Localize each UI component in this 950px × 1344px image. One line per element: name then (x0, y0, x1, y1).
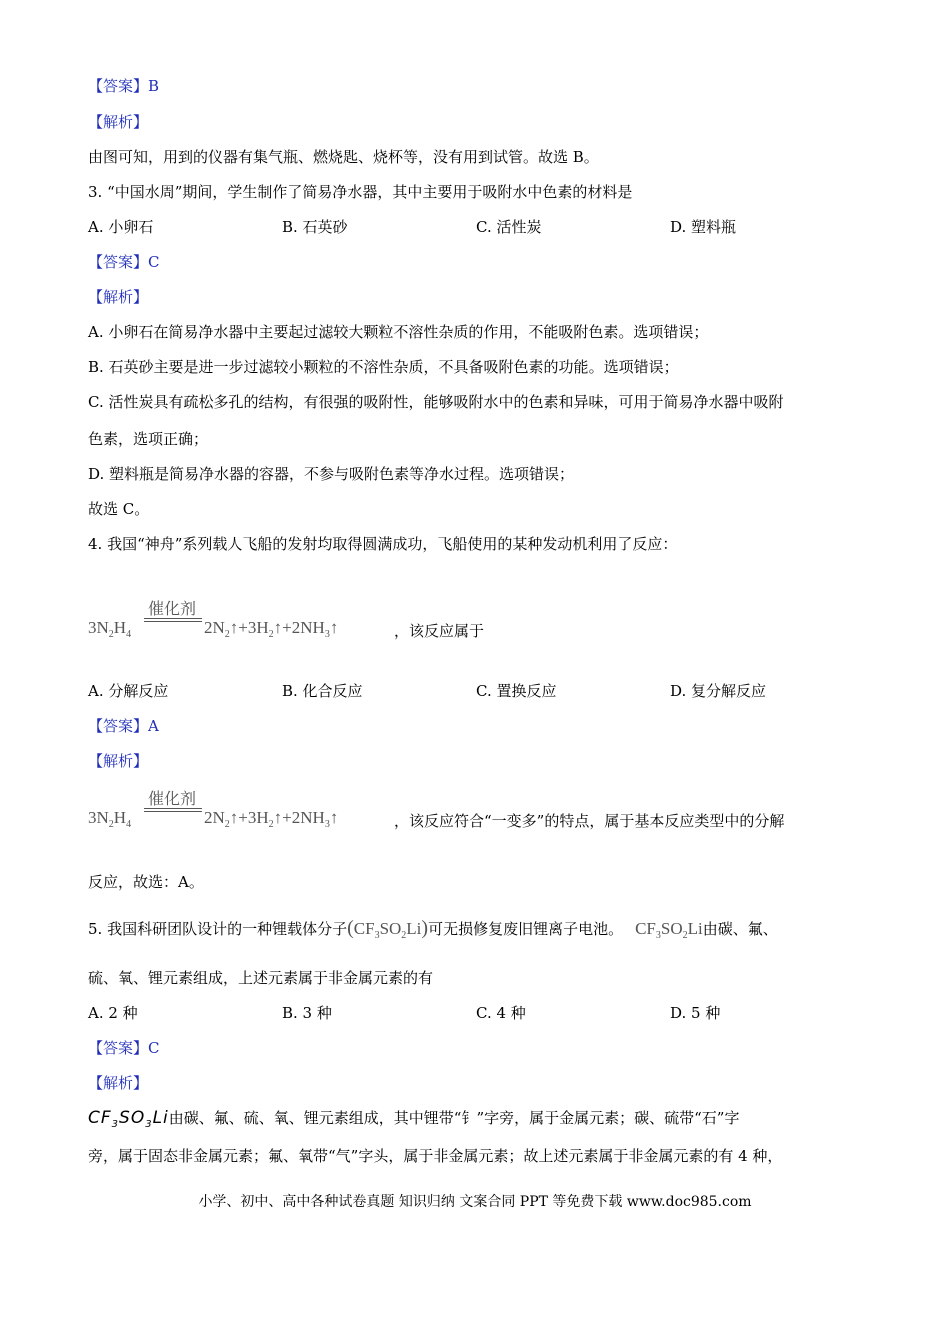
answer-label: 【答案】C (88, 253, 160, 271)
analysis-text: 反应，故选：A。 (88, 873, 204, 891)
answer-label: 【答案】C (88, 1039, 160, 1057)
q5-option-a: A. 2 种 (88, 1004, 138, 1022)
q5-option-d: D. 5 种 (670, 1004, 721, 1022)
analysis-label: 【解析】 (88, 288, 149, 306)
q3-option-c: C. 活性炭 (476, 218, 542, 236)
q4-option-a: A. 分解反应 (88, 682, 169, 700)
reaction-equation-analysis: $3N_2H_4$ 催化剂 $2N_2↑+3H_2↑+2NH_3↑$ ，该反应符合“一变多”的特点，属于基本反应类型中的分解 (88, 786, 868, 832)
question-4: 4. 我国“神舟”系列载人飞船的发射均取得圆满成功，飞船使用的某种发动机利用了反应： (88, 535, 678, 553)
analysis-text: 由图可知，用到的仪器有集气瓶、燃烧匙、烧杯等，没有用到试管。故选 B。 (88, 148, 599, 166)
catalyst-label: 催化剂 (148, 791, 197, 808)
q4-option-d: D. 复分解反应 (670, 682, 767, 700)
analysis-label: 【解析】 (88, 1074, 149, 1092)
analysis-label: 【解析】 (88, 113, 149, 131)
q3-option-d: D. 塑料瓶 (670, 218, 737, 236)
analysis-text: D. 塑料瓶是简易净水器的容器，不参与吸附色素等净水过程。选项错误； (88, 465, 575, 483)
answer-label: 【答案】A (88, 717, 159, 735)
page-footer: 小学、初中、高中各种试卷真题 知识归纳 文案合同 PPT 等免费下载 www.doc985.com (198, 1194, 752, 1210)
answer-label: 【答案】B (88, 77, 160, 95)
question-5: 5. 我国科研团队设计的一种锂载体分子$(CF_3SO_2Li)$可无损修复废旧锂离子电池。 $CF_3SO_2Li$由碳、氟、 (88, 917, 778, 941)
analysis-text: $CF_3SO_3Li$由碳、氟、硫、氧、锂元素组成，其中锂带“钅”字旁，属于金属元素；碳、硫带“石”字 (88, 1108, 740, 1130)
analysis-label: 【解析】 (88, 752, 149, 770)
question-5-cont: 硫、氧、锂元素组成，上述元素属于非金属元素的有 (88, 969, 434, 987)
q5-option-c: C. 4 种 (476, 1004, 526, 1022)
analysis-text: A. 小卵石在简易净水器中主要起过滤较大颗粒不溶性杂质的作用，不能吸附色素。选项错误； (88, 323, 709, 341)
analysis-text: 故选 C。 (88, 500, 150, 518)
analysis-text: 旁，属于固态非金属元素；氟、氧带“气”字头，属于非金属元素；故上述元素属于非金属元素的有 4 种， (88, 1147, 783, 1165)
reaction-equation: $3N_2H_4$ 催化剂 $2N_2↑+3H_2↑+2NH_3↑$ ，该反应属于 (88, 596, 788, 642)
analysis-text: C. 活性炭具有疏松多孔的结构，有很强的吸附性，能够吸附水中的色素和异味，可用于简易净水器中吸附 (88, 393, 784, 411)
analysis-text: 色素，选项正确； (88, 430, 209, 448)
catalyst-label: 催化剂 (148, 601, 197, 618)
q4-option-c: C. 置换反应 (476, 682, 557, 700)
q5-option-b: B. 3 种 (282, 1004, 332, 1022)
question-3: 3. “中国水周”期间，学生制作了简易净水器，其中主要用于吸附水中色素的材料是 (88, 183, 633, 201)
q3-option-a: A. 小卵石 (88, 218, 154, 236)
q3-option-b: B. 石英砂 (282, 218, 348, 236)
q4-option-b: B. 化合反应 (282, 682, 363, 700)
analysis-text: B. 石英砂主要是进一步过滤较小颗粒的不溶性杂质，不具备吸附色素的功能。选项错误； (88, 358, 679, 376)
